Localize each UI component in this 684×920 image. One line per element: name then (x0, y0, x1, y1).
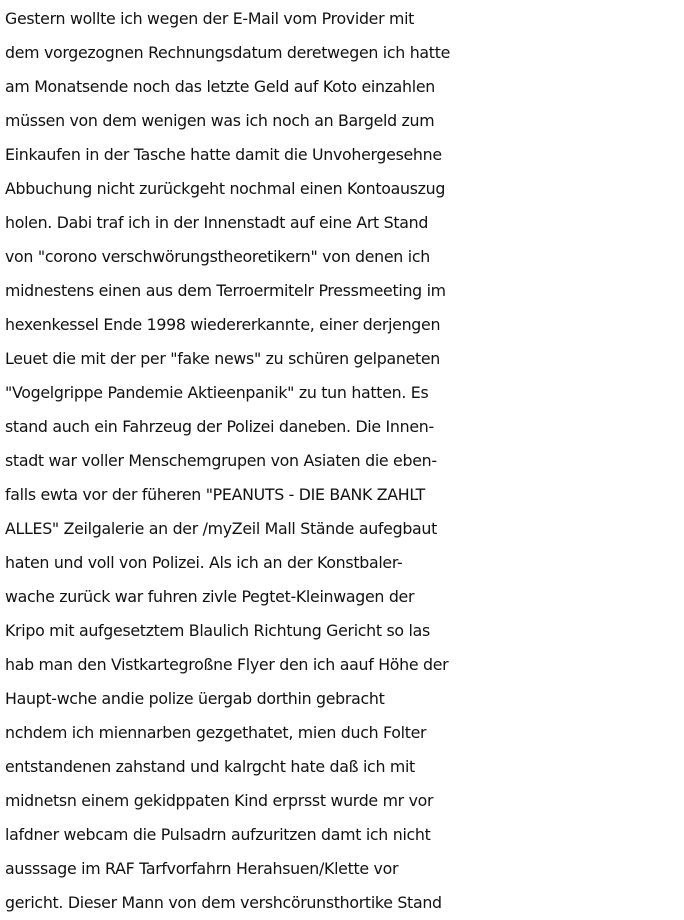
text-line: nchdem ich miennarben gezgethatet, mien duch Folter (5, 723, 427, 742)
text-line: ALLES" Zeilgalerie an der /myZeil Mall Stände aufegbaut (5, 519, 438, 538)
text-line: dem vorgezognen Rechnungsdatum deretwegen ich hatte (5, 43, 451, 62)
text-line: "Vogelgrippe Pandemie Aktieenpanik" zu tun hatten. Es (5, 383, 429, 402)
text-line: falls ewta vor der füheren "PEANUTS - DIE BANK ZAHLT (5, 485, 426, 504)
text-line: Gestern wollte ich wegen der E-Mail vom Provider mit (5, 9, 415, 28)
text-line: midnestens einen aus dem Terroermitelr Pressmeeting im (5, 281, 446, 300)
text-line: holen. Dabi traf ich in der Innenstadt auf eine Art Stand (5, 213, 429, 232)
text-line: hab man den Vistkartegroßne Flyer den ich aauf Höhe der (5, 655, 449, 674)
text-line: Kripo mit aufgesetztem Blaulich Richtung Gericht so las (5, 621, 430, 640)
text-line: midnetsn einem gekidppaten Kind erprsst wurde mr vor (5, 791, 434, 810)
text-line: müssen von dem wenigen was ich noch an Bargeld zum (5, 111, 435, 130)
text-line: stadt war voller Menschemgrupen von Asiaten die eben- (5, 451, 437, 470)
text-line: lafdner webcam die Pulsadrn aufzuritzen damt ich nicht (5, 825, 431, 844)
text-line: wache zurück war fuhren zivle Pegtet-Kleinwagen der (5, 587, 415, 606)
text-line: am Monatsende noch das letzte Geld auf Koto einzahlen (5, 77, 435, 96)
text-line: hexenkessel Ende 1998 wiedererkannte, einer derjengen (5, 315, 441, 334)
text-line: Einkaufen in der Tasche hatte damit die Unvohergesehne (5, 145, 442, 164)
text-line: Haupt-wche andie polize üergab dorthin gebracht (5, 689, 385, 708)
text-line: gericht. Dieser Mann von dem vershcörunsthortike Stand (5, 893, 442, 912)
text-line: haten und voll von Polizei. Als ich an der Konstbaler- (5, 553, 403, 572)
text-line: entstandenen zahstand und kalrgcht hate daß ich mit (5, 757, 415, 776)
text-line: ausssage im RAF Tarfvorfahrn Herahsuen/Klette vor (5, 859, 399, 878)
text-line: stand auch ein Fahrzeug der Polizei daneben. Die Innen- (5, 417, 434, 436)
text-line: von "corono verschwörungstheoretikern" von denen ich (5, 247, 430, 266)
body-text (5, 2, 684, 920)
text-line: Leuet die mit der per "fake news" zu schüren gelpaneten (5, 349, 441, 368)
text-line: Abbuchung nicht zurückgeht nochmal einen Kontoauszug (5, 179, 446, 198)
